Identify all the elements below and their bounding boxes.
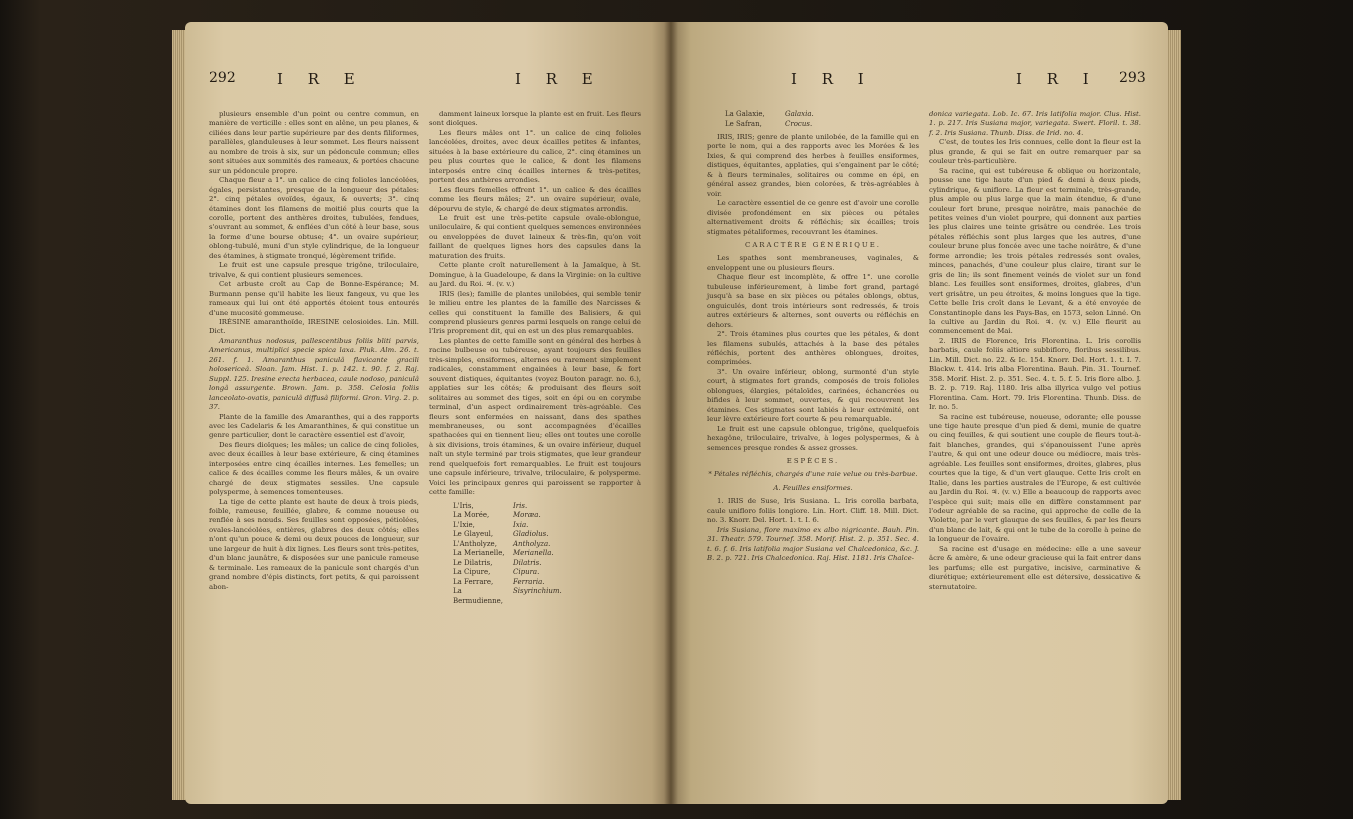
entry-heading: IRIS (les); famille de plantes unilobées, qui semble tenir le milieu entre les plantes de la famille des Narcisses & celles qui constituent la famille des Balisiers, & qui comprend plusieurs genres parmi lesquels on range celui de l'Iris proprement dit, qui en est un des plus remarquables. — [429, 289, 641, 336]
genus-fr: L'Iris, — [453, 501, 474, 510]
paragraph: Le fruit est une très-petite capsule ovale-oblongue, uniloculaire, & qui contient quelques semences environnées ou enveloppées de duvet laineux & très-fin, qu'on voit faillant de quelques lignes hors des capsules dans la maturation des fruits. — [429, 213, 641, 260]
genus-fr: La Ferrare, — [453, 577, 494, 586]
genus-fr: Le Dilatris, — [453, 558, 493, 567]
genus-fr: La Galaxie, — [725, 110, 765, 118]
genus-la: Merianella. — [513, 549, 554, 558]
genus-la: Moræa. — [513, 511, 541, 520]
genus-fr: La Morée, — [453, 511, 490, 520]
left-running-head-2: I R E — [515, 70, 603, 88]
paragraph: Le fruit est une capsule oblongue, trigône, quelquefois hexagône, triloculaire, trivalve, à loges polyspermes, & à semences presque rondes & assez grosses. — [707, 424, 919, 452]
genus-fr: La Cipure, — [453, 568, 491, 577]
paragraph: damment laineux lorsque la plante est en fruit. Les fleurs sont dioïques. — [429, 110, 641, 128]
genera-list — [453, 502, 641, 607]
paragraph: Les fleurs mâles ont 1°. un calice de cinq folioles lancéolées, droites, avec deux écailles petites & infantes, situées à la base extérieure du calice, 2°. cinq étamines un peu plus courtes que le calice, & dont les filamens interposés entre cinq écailles internes & très-petites, portent des anthères arrondies. — [429, 128, 641, 185]
right-column-2 — [929, 110, 1141, 592]
paragraph: Cette plante croît naturellement à la Jamaïque, à St. Domingue, à la Guadeloupe, & dans la Virginie: on la cultive au Jard. du Roi. ♃. (v. v.) — [429, 261, 641, 289]
synonymy: Amaranthus nodosus, pallescentibus foliis bliti parvis, Americanus, multiplici specie spica laxa. Pluk. Alm. 26. t. 261. f. 1. Amaranthus paniculâ flavicante gracili holosericeâ. Sloan. Jam. Hist. 1. p. 142. t. 90. f. 2. Raj. Suppl. 125. Iresine erecta herbacea, caule nodoso, paniculâ longâ assurgente. Brown. Jam. p. 358. Celosia foliis lanceolato-ovatis, paniculâ diffusâ filiformi. Gron. Virg. 2. p. 37. — [209, 336, 419, 412]
right-running-head-1: I R I — [791, 70, 874, 88]
left-page-number: 292 — [209, 70, 236, 86]
genus-fr: L'Ixie, — [453, 520, 475, 529]
genus-la: Gladiolus. — [513, 530, 549, 539]
section-heading: ESPÈCES. — [786, 456, 840, 465]
paragraph: Sa racine est d'usage en médecine: elle a une saveur âcre & amère, & une odeur gracieuse qui la fait entrer dans les parfums; elle est purgative, incisive, carminative & diurétique; extérieurement elle est détersive, dessicative & sternutatoire. — [929, 544, 1141, 591]
genus-fr: La Bermudienne, — [453, 587, 504, 605]
right-running-head-2: I R I — [1016, 70, 1099, 88]
subsection-heading: * Pétales réfléchis, chargés d'une raie velue ou très-barbue. — [708, 470, 918, 479]
genus-fr: L'Antholyze, — [453, 539, 497, 548]
section-heading: CARACTÈRE GÉNÉRIQUE. — [745, 240, 881, 249]
entry-heading: IRÉSINE amaranthoïde, IRESINE celosioides. Lin. Mill. Dict. — [209, 317, 419, 336]
genus-la: Antholyza. — [513, 539, 551, 548]
paragraph: Les spathes sont membraneuses, vaginales, & enveloppent une ou plusieurs fleurs. — [707, 254, 919, 272]
paragraph: plusieurs ensemble d'un point ou centre commun, en manière de verticille : elles sont en alêne, un peu planes, & ciliées dans leur partie supérieure par des dents filiformes, parallèles, glanduleuses à leur sommet. Les fleurs naissent au nombre de trois à six, sur un pédoncule commun; elles sont situées aux sommités des rameaux, & portées chacune sur un pédoncule propre. — [209, 110, 419, 175]
paragraph: Le caractère essentiel de ce genre est d'avoir une corolle divisée profondément en six pièces ou pétales alternativement droits & réfléchis; six écailles; trois stigmates pétaliformes, recouvrant les étamines. — [707, 199, 919, 236]
paragraph: C'est, de toutes les Iris connues, celle dont la fleur est la plus grande, & qui se fait en outre remarquer par sa couleur très-particulière. — [929, 138, 1141, 166]
paragraph: 2°. Trois étamines plus courtes que les pétales, & dont les filamens subulés, attachés à la base des pétales réfléchis, portent des anthères oblongues, droites, comprimées. — [707, 330, 919, 367]
left-column-1 — [209, 110, 419, 592]
genus-la: Sisyrinchium. — [513, 587, 562, 596]
paragraph: Le fruit est une capsule presque trigône, triloculaire, trivalve, & qui contient plusieurs semences. — [209, 261, 419, 279]
right-page — [671, 22, 1168, 804]
paragraph: Les plantes de cette famille sont en général des herbes à racine bulbeuse ou tubéreuse, ayant toujours des feuilles très-simples, ensiformes, alternes ou rarement simplement radicales, constamment engainées à leur base, & fort souvent distiques, équitantes (voyez Bouton paragr. no. 6.), applaties sur les côtés; & produisant des fleurs soit solitaires au sommet des tiges, soit en épi ou en corymbe terminal, d'un aspect ordinairement très-agréable. Ces fleurs sont enfermées en naissant, dans des spathes membraneuses, ou sont accompagnées d'écailles spathacées qui en tiennent lieu; elles ont toutes une corolle à six divisions, trois étamines, & un ovaire inférieur, duquel naît un style terminé par trois stigmates, que leur grandeur rend quelquefois fort remarquables. Le fruit est toujours une capsule inférieure, trivalve, triloculaire, & polysperme. Voici les principaux genres qui paroissent se rapporter à cette famille: — [429, 336, 641, 497]
right-page-number: 293 — [1119, 70, 1146, 86]
genus-la: Ferraria. — [513, 577, 545, 586]
subsection-heading: A. Feuilles ensiformes. — [773, 483, 853, 492]
paragraph: Les fleurs femelles offrent 1°. un calice & des écailles comme les fleurs mâles; 2°. un ovaire supérieur, ovale, dépourvu de style, & chargé de deux stigmates arrondis. — [429, 185, 641, 213]
left-page — [185, 22, 671, 804]
right-column-1 — [707, 110, 919, 563]
left-column-2 — [429, 110, 641, 606]
genus-la: Ixia. — [513, 520, 529, 529]
genus-la: Iris. — [513, 501, 528, 510]
genus-la: Dilatris. — [513, 558, 542, 567]
genus-la: Cipura. — [513, 568, 540, 577]
paragraph: Sa racine, qui est tubéreuse & oblique ou horizontale, pousse une tige haute d'un pied & demi à deux pieds, cylindrique, & uniflore. La fleur est terminale, très-grande, plus ample ou plus large que la main étendue, & d'une couleur fort brune, presque noirâtre, mais panachée de petites veines d'un violet pourpre, qui donnent aux parties les plus claires une teinte grisâtre ou cendrée. Les trois pétales réfléchis sont plus larges que les autres, d'une couleur brune plus foncée avec une tache noirâtre, & d'une forme arrondie; les trois pétales redressés sont ovales, minces, panachés, d'une couleur plus claire, tirant sur le gris de lin; ils sont finement veinés de violet sur un fond blanc. Les feuilles sont ensiformes, droites, glabres, d'un vert grisâtre, un peu étroites, & moins longues que la tige. Cette belle Iris croît dans le Levant, & a été envoyée de Constantinople dans les Pays-Bas, en 1573, selon Linné. On la cultive au Jardin du Roi. ♃. (v. v.) Elle fleurit au commencement de Mai. — [929, 166, 1141, 336]
paragraph: Des fleurs dioïques; les mâles; un calice de cinq folioles, avec deux écailles à leur base extérieure, & cinq étamines interposées entre cinq écailles internes. Les femelles; un calice & des écailles comme les fleurs mâles, & un ovaire chargé de deux stigmates sessiles. Une capsule polysperme, à semences tomenteuses. — [209, 440, 419, 497]
paragraph: Sa racine est tubéreuse, noueuse, odorante; elle pousse une tige haute presque d'un pied & demi, munie de quatre ou cinq feuilles, & qui soutient une couple de fleurs tout-à-fait blanches, grandes, qui s'épanouissent l'une après l'autre, & qui ont une odeur douce ou médiocre, mais très-agréable. Les feuilles sont ensiformes, droites, glabres, plus courtes que la tige, & d'un vert glauque. Cette Iris croît en Italie, dans les parties australes de l'Europe, & est cultivée au Jardin du Roi. ♃. (v. v.) Elle a beaucoup de rapports avec l'espèce qui suit; mais elle en diffère constamment par l'odeur agréable de sa racine, qui approche de celle de la Violette, par le vert glauque de ses feuilles, & par les fleurs d'un blanc de lait, & qui ont le tube de la corolle à peine de la longueur de l'ovaire. — [929, 412, 1141, 544]
right-page-edges — [1167, 30, 1181, 800]
paragraph: 1. IRIS de Suse, Iris Susiana. L. Iris corolla barbata, caule unifloro foliis longiore. Lin. Hort. Cliff. 18. Mill. Dict. no. 3. Knorr. Del. Hort. 1. t. I. 6. — [707, 497, 919, 525]
genera-list-continued — [725, 110, 919, 129]
left-page-edges — [172, 30, 186, 800]
paragraph: 3°. Un ovaire inférieur, oblong, surmonté d'un style court, à stigmates fort grands, composés de trois folioles oblongues, élargies, pétaloïdes, carinées, échancrées ou bifides à leur sommet, ouvertes, & qui recouvrent les étamines. Ces stigmates sont labiés à leur extrémité, ont leur lèvre extérieure fort courte & peu remarquable. — [707, 367, 919, 424]
entry-heading: IRIS, IRIS; genre de plante unilobée, de la famille qui en porte le nom, qui a des rapports avec les Morées & les Ixies, & qui comprend des herbes à feuilles ensiformes, distiques, équitantes, applaties, qui s'engainent par le côté; & à fleurs terminales, solitaires ou comme en épi, en général assez grandes, bien colorées, & très-agréables à voir. — [707, 133, 919, 198]
genus-la: Crocus. — [785, 119, 813, 128]
paragraph: Cet arbuste croît au Cap de Bonne-Espérance; M. Burmann pense qu'il habite les lieux fangeux, vu que les rameaux qui lui ont été apportés étoient tous entourés d'une mucosité gommeuse. — [209, 280, 419, 317]
synonymy: Iris Susiana, flore maximo ex albo nigricante. Bauh. Pin. 31. Theatr. 579. Tournef. 358. Morif. Hist. 2. p. 351. Sec. 4. t. 6. f. 6. Iris latifolia major Susiana vel Chalcedonica, &c. J. B. 2. p. 721. Iris Chalcedonica. Raj. Hist. 1181. Iris Chalce- — [707, 525, 919, 563]
entry-heading: 2. IRIS de Florence, Iris Florentina. L. Iris corollis barbatis, caule foliis altiore subbifloro, floribus sessilibus. Lin. Mill. Dict. no. 22. & Ic. 154. Knorr. Del. Hort. 1. t. I. 7. Blackw. t. 414. Iris alba Florentina. Bauh. Pin. 31. Tournef. 358. Morif. Hist. 2. p. 351. Sec. 4. t. 5. f. 5. Iris flore albo. J. B. 2. p. 719. Raj. 1180. Iris alba illyrica vulgo vel potius Florentina. Cam. Hort. 79. Iris Florentina. Thunb. Diss. de Ir. no. 5. — [929, 336, 1141, 412]
genus-fr: Le Glayeul, — [453, 530, 494, 539]
genus-fr: La Merianelle, — [453, 549, 505, 558]
paragraph: Chaque fleur est incomplète, & offre 1°. une corolle tubuleuse inférieurement, à limbe fort grand, partagé jusqu'à sa base en six pièces ou pétales oblongs, obtus, onguiculés, dont trois intérieurs sont redressés, & trois autres extérieurs & alternes, sont ouverts ou réfléchis en dehors. — [707, 273, 919, 329]
synonymy: donica variegata. Lob. Ic. 67. Iris latifolia major. Clus. Hist. 1. p. 217. Iris Susiana major, variegata. Swert. Floril. t. 38. f. 2. Iris Susiana. Thunb. Diss. de Irid. no. 4. — [929, 110, 1141, 137]
book-gutter — [664, 22, 678, 804]
paragraph: Chaque fleur a 1°. un calice de cinq folioles lancéolées, égales, persistantes, presque de la longueur des pétales: 2°. cinq pétales ovoïdes, égaux, & ouverts; 3°. cinq étamines dont les filamens de moitié plus courts que la corolle, portent des anthères droites, tubulées, fendues, s'ouvrant au sommet, & enflées d'un côté à leur base, sous la forme d'une bourse obtuse; 4°. un ovaire supérieur, oblong-tubulé, muni d'un style cylindrique, de la longueur des étamines, à stigmate tronqué, légèrement trifide. — [209, 176, 419, 260]
paragraph: La tige de cette plante est haute de deux à trois pieds, foible, rameuse, feuillée, glabre, & comme noueuse ou renflée à ses nœuds. Ses feuilles sont opposées, pétiolées, ovales-lancéolées, entières, glabres des deux côtés; elles n'ont qu'un pouce & demi ou deux pouces de longueur, sur une largeur de huit à dix lignes. Les fleurs sont très-petites, d'un blanc jaunâtre, & disposées sur une panicule rameuse & terminale. Les rameaux de la panicule sont chargés d'un grand nombre d'épis distincts, fort petits, & qui paroissent abon- — [209, 497, 419, 591]
genus-la: Galaxia. — [785, 110, 814, 118]
paragraph: Plante de la famille des Amaranthes, qui a des rapports avec les Cadelaris & les Amaranthines, & qui constitue un genre particulier, dont le caractère essentiel est d'avoir, — [209, 412, 419, 440]
left-running-head-1: I R E — [277, 70, 365, 88]
genus-fr: Le Safran, — [725, 119, 762, 128]
